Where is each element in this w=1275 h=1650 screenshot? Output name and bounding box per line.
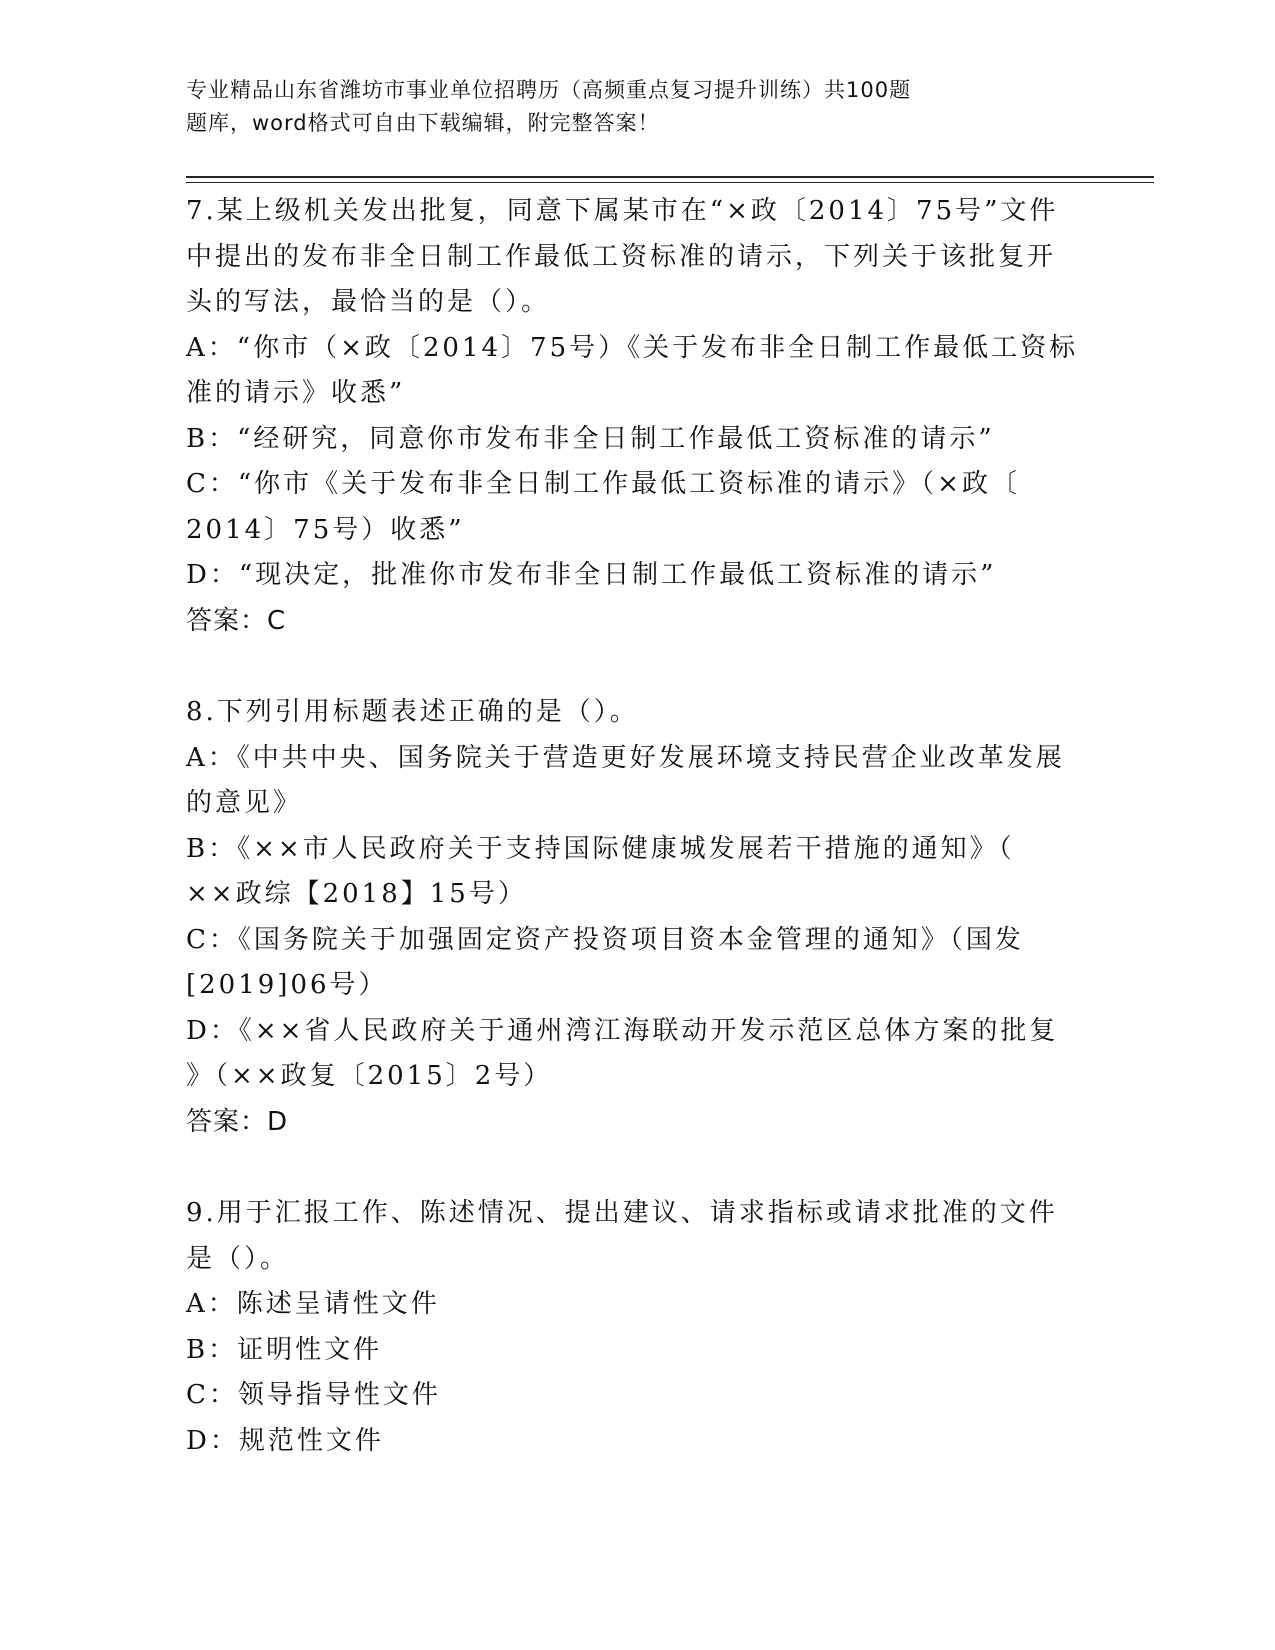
question-9 bbox=[186, 1191, 1086, 1464]
question-8 bbox=[186, 690, 1086, 1145]
question-stem-line: 8.下列引用标题表述正确的是（）。 bbox=[186, 697, 639, 727]
option-line: A：“你市（×政〔2014〕75号）《关于发布非全日制工作最低工资标 bbox=[186, 332, 1079, 363]
option-line: 》（××政复〔2015〕2号） bbox=[186, 1061, 553, 1091]
question-stem-line: 9.用于汇报工作、陈述情况、提出建议、请求指标或请求批准的文件 bbox=[186, 1198, 1058, 1228]
option-line: [2019]06号） bbox=[186, 970, 388, 1000]
option-line: D：“现决定，批准你市发布非全日制工作最低工资标准的请示” bbox=[186, 560, 997, 590]
option-line: C：“你市《关于发布非全日制工作最低工资标准的请示》（×政〔 bbox=[186, 469, 1020, 499]
option-line: 准的请示》收悉” bbox=[186, 378, 406, 408]
question-stem-line: 7.某上级机关发出批复，同意下属某市在“×政〔2014〕75号”文件 bbox=[186, 196, 1059, 226]
option-line: D：《××省人民政府关于通州湾江海联动开发示范区总体方案的批复 bbox=[186, 1015, 1059, 1046]
header-line-2: 题库，word格式可自由下载编辑，附完整答案！ bbox=[186, 111, 660, 135]
option-line: A：《中共中央、国务院关于营造更好发展环境支持民营企业改革发展 bbox=[186, 742, 1065, 773]
question-stem-line: 中提出的发布非全日制工作最低工资标准的请示，下列关于该批复开 bbox=[186, 241, 1057, 272]
option-line: B：证明性文件 bbox=[186, 1334, 383, 1365]
question-list bbox=[186, 189, 1086, 1510]
option-line: C：《国务院关于加强固定资产投资项目资本金管理的通知》（国发 bbox=[186, 924, 1024, 955]
document-header bbox=[186, 74, 1046, 140]
answer-label: 答案：D bbox=[186, 1106, 289, 1137]
option-line: 2014〕75号）收悉” bbox=[186, 514, 465, 545]
option-line: D：规范性文件 bbox=[186, 1425, 384, 1456]
option-line: ××政综【2018】15号） bbox=[186, 879, 527, 909]
question-7 bbox=[186, 189, 1086, 644]
option-line: 的意见》 bbox=[186, 788, 303, 818]
header-rule-thin bbox=[186, 182, 1154, 183]
header-line-1: 专业精品山东省潍坊市事业单位招聘历（高频重点复习提升训练）共100题 bbox=[186, 78, 912, 102]
option-line: C：领导指导性文件 bbox=[186, 1380, 441, 1410]
question-stem-line: 头的写法，最恰当的是（）。 bbox=[186, 287, 551, 317]
option-line: B：“经研究，同意你市发布非全日制工作最低工资标准的请示” bbox=[186, 423, 995, 454]
header-rule-thick bbox=[186, 176, 1154, 178]
question-stem-line: 是（）。 bbox=[186, 1243, 290, 1274]
option-line: B：《××市人民政府关于支持国际健康城发展若干措施的通知》（ bbox=[186, 833, 1015, 864]
answer-label: 答案：C bbox=[186, 605, 287, 636]
option-line: A：陈述呈请性文件 bbox=[186, 1289, 440, 1319]
